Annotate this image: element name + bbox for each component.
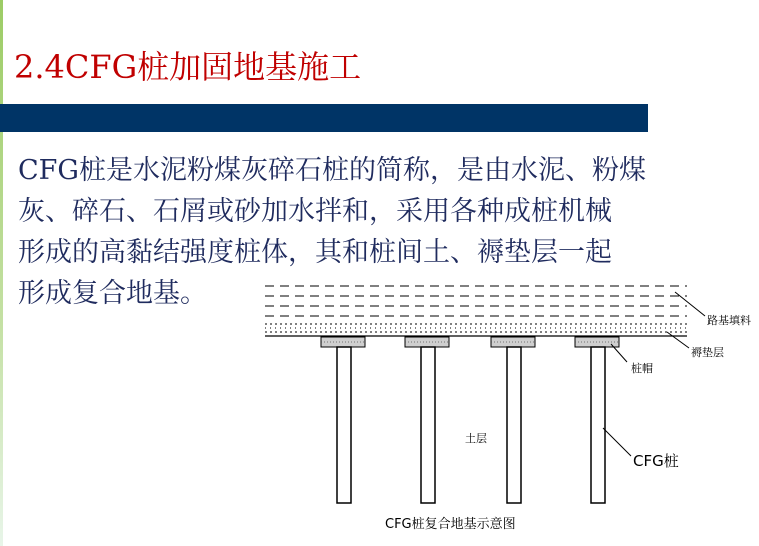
leader-lines (603, 292, 705, 456)
pile-shaft (507, 347, 521, 503)
pile-shaft (337, 347, 351, 503)
paragraph-line: 形成的高黏结强度桩体，其和桩间土、褥垫层一起 (18, 237, 612, 268)
title-underline-bar (0, 104, 648, 132)
cfg-composite-foundation-diagram (255, 276, 753, 542)
paragraph-line: 形成复合地基。 (18, 278, 207, 309)
pile-shaft (591, 347, 605, 503)
pile-shaft (421, 347, 435, 503)
fill-label: 路基填料 (707, 314, 751, 327)
pile-label: CFG桩 (633, 452, 679, 470)
pile-shafts (337, 347, 605, 503)
fill-layer (265, 286, 687, 316)
cushion-label: 褥垫层 (691, 346, 724, 359)
cushion-layer (265, 324, 687, 336)
paragraph-line: 灰、碎石、石屑或砂加水拌和，采用各种成桩机械 (18, 196, 612, 227)
slide-title: 2.4CFG桩加固地基施工 (14, 48, 362, 86)
paragraph-line: CFG桩是水泥粉煤灰碎石桩的简称，是由水泥、粉煤 (18, 155, 646, 186)
soil-label: 土层 (465, 432, 487, 445)
diagram-caption: CFG桩复合地基示意图 (385, 517, 516, 532)
cap-label: 桩帽 (631, 362, 653, 375)
left-accent-stripe (0, 0, 3, 546)
pile-caps (321, 337, 619, 347)
